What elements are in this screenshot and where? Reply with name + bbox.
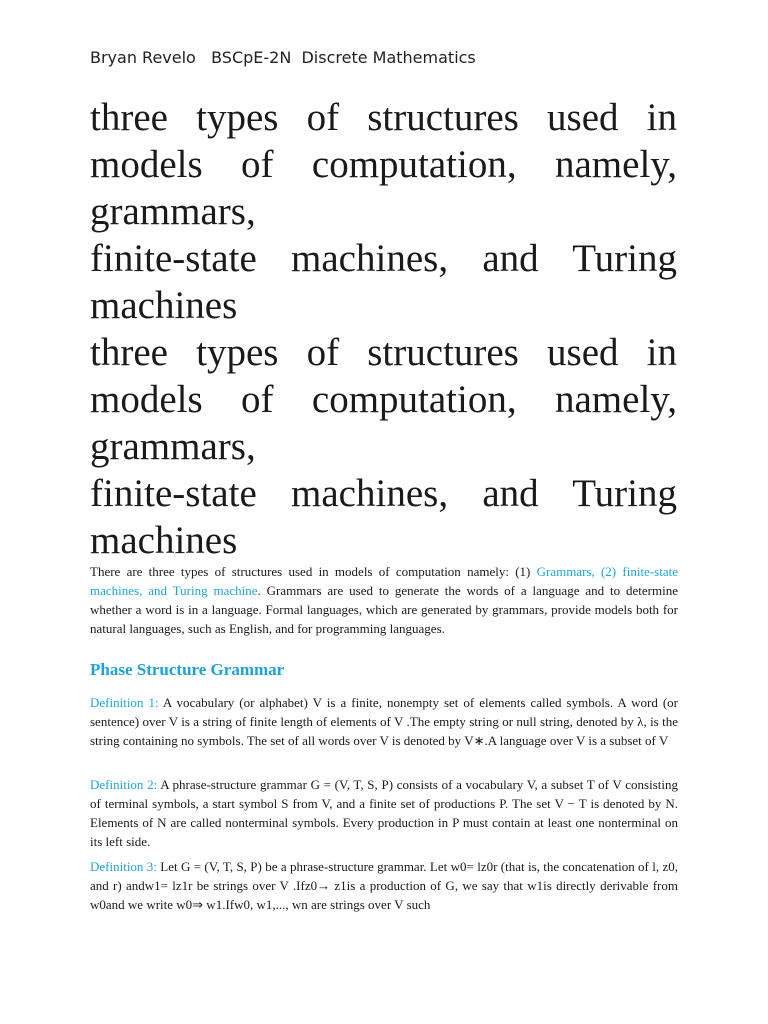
intro-text-before: There are three types of structures used in models of computation namely: (1) (90, 564, 537, 579)
definition-2-label: Definition 2: (90, 777, 158, 792)
large-paragraph-2: finite-state machines, and Turing machines (90, 237, 677, 327)
definition-2-text: A phrase-structure grammar G = (V, T, S, P) consists of a vocabulary V, a subset T of V consisting of terminal symbols, a start symbol S from V, and a finite set of productions P. The set V − T is denoted by N. Elements of N are called nonterminal symbols. Every production in P must contain at least one nonterminal on its left side. (90, 777, 678, 849)
definition-3-text: Let G = (V, T, S, P) be a phrase-structure grammar. Let w0= lz0r (that is, the concatenation of l, z0, and r) andw1= lz1r be strings over V .Ifz0→ z1is a production of G, we say that w1is directly derivable from w0and we write w0⇒ w1.Ifw0, w1,..., wn are strings over V such (90, 859, 679, 912)
definition-1 (90, 693, 678, 750)
definition-3-label: Definition 3: (90, 859, 157, 874)
definition-1-label: Definition 1: (90, 695, 159, 710)
definition-2 (90, 775, 678, 851)
section-heading: Phase Structure Grammar (90, 660, 285, 679)
definition-3 (90, 857, 678, 914)
definition-1-text: A vocabulary (or alphabet) V is a finite, nonempty set of elements called symbols. A word (or sentence) over V is a string of finite length of elements of V .The empty string or null string, denoted by λ, is the string containing no symbols. The set of all words over V is denoted by V∗.A language over V is a subset of V (90, 695, 678, 748)
large-paragraph-3: three types of structures used in models of computation, namely, grammars, (90, 331, 677, 468)
large-paragraph-1: three types of structures used in models of computation, namely, grammars, (90, 96, 677, 233)
intro-paragraph (90, 562, 678, 638)
intro-text-after: . Grammars are used to generate the words of a language and to determine whether a word is in a language. Formal languages, which are generated by grammars, provide models both for natural languages, such as English, and for programming languages. (90, 583, 678, 636)
large-paragraph-4: finite-state machines, and Turing machines (90, 472, 677, 562)
document-header: Bryan Revelo BSCpE-2N Discrete Mathematics (90, 48, 476, 67)
intro-highlight: Grammars, (2) finite-state machines, and Turing machine (90, 564, 678, 598)
